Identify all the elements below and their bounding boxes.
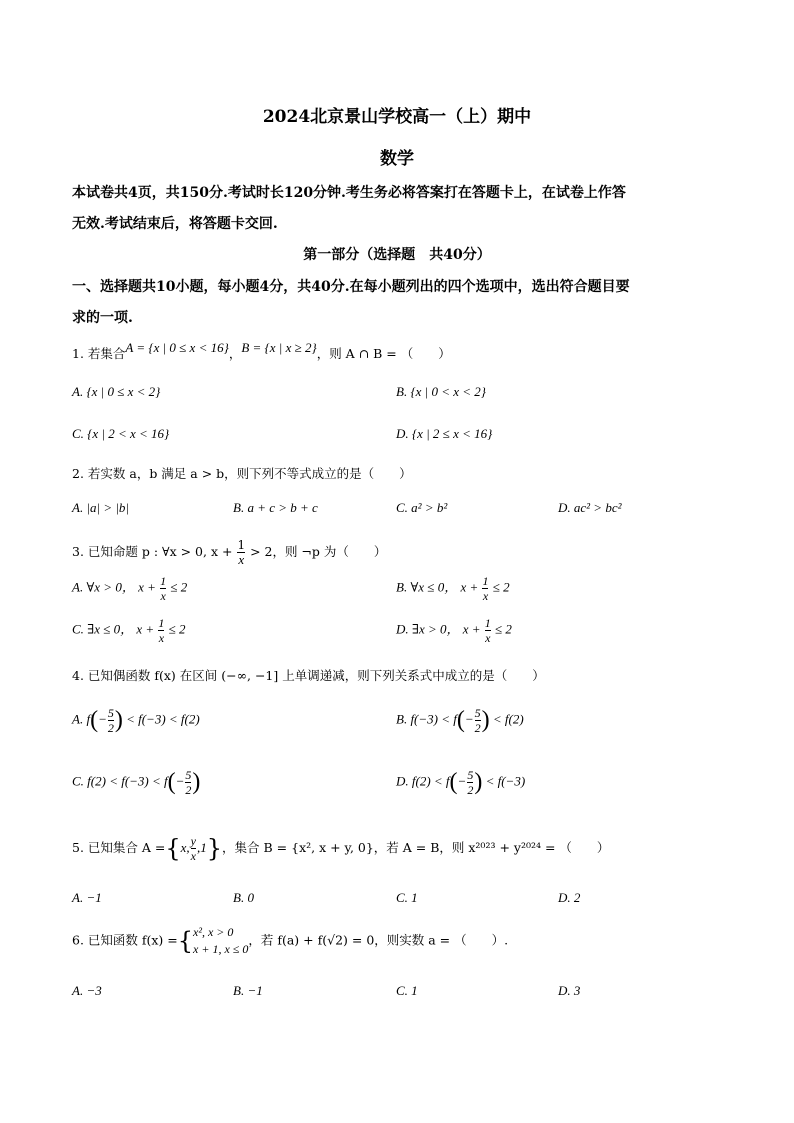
q4-option-c[interactable]: C. f(2) < f(−3) < f(− $\frac{5}{2}$ ): [72, 768, 201, 797]
q6-option-c[interactable]: C. 1: [396, 983, 418, 998]
question-5-stem: 5. 已知集合 A ={x, $\frac{y}{x}$ ,1}，集合 B = {x², x + y, 0}，若 A = B，则 x²⁰²³ + y²⁰²⁴ = （ ）: [72, 834, 610, 863]
q3-option-b[interactable]: B. ∀x ≤ 0， x + $\frac{1}{x}$ ≤ 2: [396, 574, 510, 603]
q1-sep: ，: [228, 346, 242, 361]
q1-set-b: B = {x | x ≥ 2}: [241, 340, 317, 355]
section-heading-line-1: 一、选择题共10小题，每小题4分，共40分.在每小题列出的四个选项中，选出符合题目要: [72, 279, 630, 295]
q2-option-b[interactable]: B. a + c > b + c: [233, 500, 318, 515]
q3-option-a[interactable]: A. ∀x > 0， x + $\frac{1}{x}$ ≤ 2: [72, 574, 188, 603]
question-6-stem: 6. 已知函数 f(x) ={ x², x > 0 x + 1, x ≤ 0 ，若 f(a) + f(√2) = 0，则实数 a = （ ）.: [72, 925, 509, 956]
q1-suffix: ，则 A ∩ B = （ ）: [316, 346, 451, 361]
section-heading-line-2: 求的一项.: [72, 310, 133, 326]
subject-title: 数学: [380, 149, 414, 169]
q2-option-a[interactable]: A. |a| > |b|: [72, 500, 130, 515]
q1-option-c[interactable]: C. {x | 2 < x < 16}: [72, 426, 170, 441]
q3-option-d[interactable]: D. ∃x > 0， x + $\frac{1}{x}$ ≤ 2: [396, 616, 512, 645]
q1-option-a[interactable]: A. {x | 0 ≤ x < 2}: [72, 384, 161, 399]
q1-option-d[interactable]: D. {x | 2 ≤ x < 16}: [396, 426, 493, 441]
part-heading: 第一部分（选择题 共40分）: [303, 247, 491, 263]
instructions-line-1: 本试卷共4页，共150分.考试时长120分钟.考生务必将答案打在答题卡上，在试卷上作答: [72, 185, 626, 201]
q1-prefix: 1. 若集合: [72, 346, 126, 361]
instructions-line-2: 无效.考试结束后，将答题卡交回.: [72, 216, 278, 232]
q3-fraction: $\frac{1}{x}$: [237, 538, 246, 567]
q6-option-d[interactable]: D. 3: [558, 983, 581, 998]
q3-prefix: 3. 已知命题 p : ∀x > 0, x +: [72, 544, 233, 559]
q1-set-a: A = {x | 0 ≤ x < 16}: [125, 340, 229, 355]
q6-option-b[interactable]: B. −1: [233, 983, 263, 998]
q3-suffix: > 2，则 ¬p 为（ ）: [250, 544, 387, 559]
q3-option-c[interactable]: C. ∃x ≤ 0， x + $\frac{1}{x}$ ≤ 2: [72, 616, 186, 645]
q5-option-b[interactable]: B. 0: [233, 890, 254, 905]
question-3-stem: [72, 538, 386, 567]
q6-option-a[interactable]: A. −3: [72, 983, 102, 998]
page-title: 2024北京景山学校高一（上）期中: [262, 107, 532, 127]
q5-option-c[interactable]: C. 1: [396, 890, 418, 905]
question-1-stem: [72, 340, 451, 362]
q2-option-c[interactable]: C. a² > b²: [396, 500, 448, 515]
question-4-stem: 4. 已知偶函数 f(x) 在区间 (−∞, −1] 上单调递减，则下列关系式中成立的是（ ）: [72, 668, 545, 683]
q2-option-d[interactable]: D. ac² > bc²: [558, 500, 622, 515]
q4-option-b[interactable]: B. f(−3) < f(− $\frac{5}{2}$ ) < f(2): [396, 706, 524, 735]
q5-option-a[interactable]: A. −1: [72, 890, 102, 905]
q4-option-a[interactable]: A. f(− $\frac{5}{2}$ ) < f(−3) < f(2): [72, 706, 200, 735]
q5-option-d[interactable]: D. 2: [558, 890, 581, 905]
q1-option-b[interactable]: B. {x | 0 < x < 2}: [396, 384, 486, 399]
question-2-stem: 2. 若实数 a，b 满足 a > b，则下列不等式成立的是（ ）: [72, 466, 412, 481]
q4-option-d[interactable]: D. f(2) < f(− $\frac{5}{2}$ ) < f(−3): [396, 768, 526, 797]
